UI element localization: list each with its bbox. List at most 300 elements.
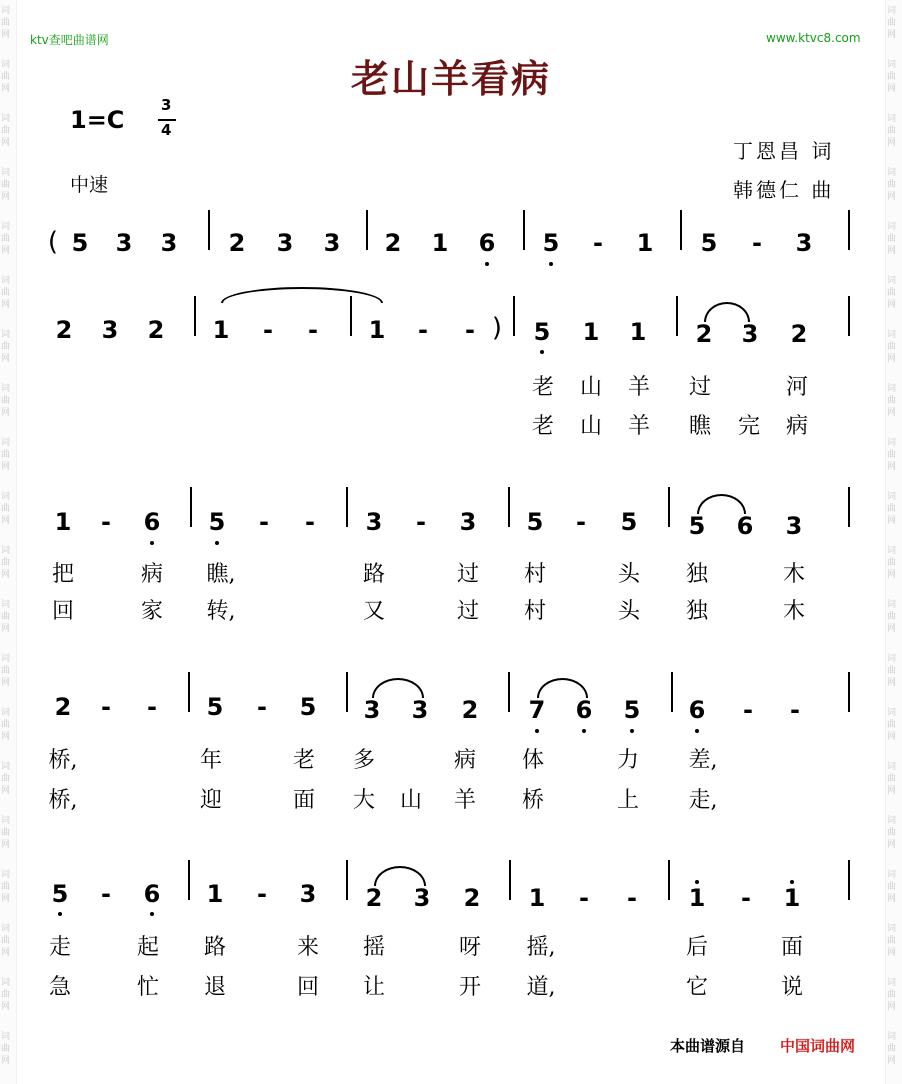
slur (372, 678, 424, 698)
dash: - (257, 693, 267, 721)
note: 1 (582, 318, 600, 346)
lyric: 家 (140, 599, 163, 624)
note: 1 (528, 884, 546, 912)
watermark-char: 词 (887, 978, 897, 988)
watermark-char: 网 (1, 1056, 11, 1066)
watermark-char: 网 (1, 678, 11, 688)
bar-line (676, 296, 678, 336)
lyric: 独 (685, 562, 708, 587)
lyric: 它 (685, 975, 708, 1000)
watermark-char: 词 (1, 384, 11, 394)
lyric: 桥, (48, 788, 78, 813)
bar-line (848, 860, 850, 900)
watermark-char: 词 (887, 168, 897, 178)
watermark-char: 词 (887, 924, 897, 934)
watermark-char: 词 (887, 1032, 897, 1042)
lyric: 迎 (199, 788, 222, 813)
lower-octave-dot (582, 729, 586, 733)
bar-line (366, 210, 368, 250)
lyric: 道, (526, 975, 556, 1000)
lower-octave-dot (150, 912, 154, 916)
note: 3 (101, 316, 119, 344)
lyric: 上 (616, 788, 639, 813)
watermark-char: 网 (1, 948, 11, 958)
bar-line (513, 296, 515, 336)
watermark-char: 曲 (1, 990, 11, 1000)
note: 3 (299, 880, 317, 908)
lyric: 病 (453, 748, 476, 773)
lyric: 体 (521, 748, 544, 773)
lyric: 山 (579, 414, 602, 439)
note: 3 (795, 229, 813, 257)
watermark-char: 词 (887, 384, 897, 394)
lyric: 大 (352, 788, 375, 813)
note: 3 (413, 884, 431, 912)
watermark-char: 词 (887, 600, 897, 610)
watermark-char: 曲 (887, 990, 897, 1000)
watermark-char: 网 (1, 1002, 11, 1012)
note: 3 (785, 512, 803, 540)
watermark-char: 词 (1, 330, 11, 340)
lyric: 急 (48, 975, 71, 1000)
watermark-char: 网 (887, 300, 897, 310)
watermark-char: 词 (1, 978, 11, 988)
watermark-char: 网 (1, 894, 11, 904)
note: 5 (533, 318, 551, 346)
bar-line (848, 296, 850, 336)
lyric: 转, (206, 599, 236, 624)
watermark-char: 曲 (887, 504, 897, 514)
lyric: 老 (531, 375, 554, 400)
watermark-char: 词 (887, 492, 897, 502)
watermark-char: 曲 (887, 828, 897, 838)
watermark-char: 词 (1, 438, 11, 448)
note: 1 (54, 508, 72, 536)
lower-octave-dot (630, 729, 634, 733)
bar-line (668, 487, 670, 527)
note: 1 (629, 318, 647, 346)
watermark-char: 网 (1, 516, 11, 526)
watermark-char: 网 (887, 1002, 897, 1012)
note: 2 (790, 320, 808, 348)
watermark-char: 网 (887, 732, 897, 742)
watermark-char: 网 (1, 840, 11, 850)
watermark-char: 网 (887, 408, 897, 418)
dash: - (305, 508, 315, 536)
note: 6 (688, 696, 706, 724)
note: 1 (431, 229, 449, 257)
note: 5 (71, 229, 89, 257)
bar-line (346, 487, 348, 527)
lyric: 瞧, (206, 562, 236, 587)
watermark-char: 词 (1, 6, 11, 16)
lyric: 说 (780, 975, 803, 1000)
lyric: 完 (737, 414, 760, 439)
watermark-char: 曲 (887, 18, 897, 28)
note: 5 (208, 508, 226, 536)
watermark-char: 词 (1, 168, 11, 178)
note: 2 (365, 884, 383, 912)
note: 2 (55, 316, 73, 344)
watermark-char: 曲 (1, 504, 11, 514)
lyric: 开 (458, 975, 481, 1000)
lyric: 过 (688, 375, 711, 400)
watermark-char: 词 (1, 546, 11, 556)
note: 2 (461, 696, 479, 724)
lyric: 起 (136, 935, 159, 960)
watermark-char: 网 (887, 1056, 897, 1066)
lyric: 差, (688, 748, 718, 773)
bar-line (188, 860, 190, 900)
bar-line (508, 487, 510, 527)
watermark-char: 曲 (887, 936, 897, 946)
lyric: 桥, (48, 748, 78, 773)
watermark-char: 词 (887, 6, 897, 16)
watermark-char: 曲 (1, 936, 11, 946)
key-signature: 1=C (70, 106, 125, 134)
watermark-char: 曲 (1, 72, 11, 82)
watermark-char: 网 (887, 624, 897, 634)
lower-octave-dot (540, 350, 544, 354)
note: 5 (51, 880, 69, 908)
note: 2 (384, 229, 402, 257)
watermark-char: 曲 (1, 882, 11, 892)
lyric: 村 (523, 562, 546, 587)
note: 5 (206, 693, 224, 721)
dash: - (416, 508, 426, 536)
watermark-char: 网 (887, 462, 897, 472)
watermark-char: 网 (887, 84, 897, 94)
lyric: 呀 (458, 935, 481, 960)
bar-line (848, 210, 850, 250)
bar-line (208, 210, 210, 250)
watermark-char: 词 (887, 654, 897, 664)
watermark-char: 曲 (1, 666, 11, 676)
dash: - (101, 508, 111, 536)
note: 3 (411, 696, 429, 724)
watermark-char: 网 (1, 570, 11, 580)
note: 3 (741, 320, 759, 348)
left-watermark-strip (0, 0, 17, 1084)
note: 2 (463, 884, 481, 912)
dash: - (743, 696, 753, 724)
watermark-char: 网 (1, 732, 11, 742)
lyric: 面 (292, 788, 315, 813)
note: 5 (542, 229, 560, 257)
lyric: 老 (292, 748, 315, 773)
lyricist-credit: 丁恩昌 词 (733, 139, 835, 163)
watermark-char: 词 (1, 492, 11, 502)
watermark-char: 词 (887, 60, 897, 70)
watermark-char: 网 (887, 678, 897, 688)
dash: - (259, 508, 269, 536)
footer-source-label: 本曲谱源自 (670, 1037, 746, 1055)
dash: - (465, 316, 475, 344)
watermark-char: 词 (887, 546, 897, 556)
note: 1 (783, 884, 801, 912)
watermark-char: 词 (1, 600, 11, 610)
watermark-char: 曲 (887, 558, 897, 568)
watermark-char: 网 (1, 84, 11, 94)
watermark-char: 网 (887, 948, 897, 958)
bar-line (508, 672, 510, 712)
watermark-char: 词 (1, 762, 11, 772)
note: 3 (363, 696, 381, 724)
watermark-char: 网 (887, 786, 897, 796)
footer-source-link[interactable]: 中国词曲网 (780, 1037, 856, 1055)
song-title: 老山羊看病 (350, 56, 551, 101)
lyric: 摇, (526, 935, 556, 960)
dash: - (308, 316, 318, 344)
watermark-char: 曲 (887, 720, 897, 730)
note: 5 (299, 693, 317, 721)
bar-line (668, 860, 670, 900)
lower-octave-dot (695, 729, 699, 733)
lyric: 病 (140, 562, 163, 587)
note: 5 (526, 508, 544, 536)
watermark-char: 网 (887, 840, 897, 850)
bar-line (680, 210, 682, 250)
lyric: 来 (296, 935, 319, 960)
watermark-char: 曲 (1, 288, 11, 298)
watermark-char: 词 (1, 276, 11, 286)
lyric: 木 (782, 562, 805, 587)
lower-octave-dot (535, 729, 539, 733)
lyric: 走 (48, 935, 71, 960)
watermark-char: 曲 (887, 342, 897, 352)
bar-line (188, 672, 190, 712)
watermark-char: 网 (1, 354, 11, 364)
watermark-char: 网 (1, 786, 11, 796)
watermark-char: 曲 (887, 288, 897, 298)
watermark-char: 网 (1, 462, 11, 472)
watermark-char: 曲 (1, 396, 11, 406)
bar-line (346, 860, 348, 900)
lyric: 力 (616, 748, 639, 773)
bar-line (194, 296, 196, 336)
lower-octave-dot (215, 541, 219, 545)
lower-octave-dot (549, 262, 553, 266)
note: 6 (736, 512, 754, 540)
time-signature-bottom: 4 (161, 121, 172, 139)
note: 6 (143, 880, 161, 908)
lyric: 路 (203, 935, 226, 960)
lyric: 回 (51, 599, 74, 624)
lower-octave-dot (485, 262, 489, 266)
dash: - (263, 316, 273, 344)
note: 1 (688, 884, 706, 912)
lyric: 让 (362, 975, 385, 1000)
watermark-char: 曲 (1, 612, 11, 622)
watermark-char: 曲 (1, 558, 11, 568)
lyric: 羊 (627, 375, 650, 400)
watermark-char: 网 (1, 624, 11, 634)
note: 1 (368, 316, 386, 344)
dash: - (418, 316, 428, 344)
watermark-char: 曲 (1, 126, 11, 136)
watermark-char: 曲 (887, 72, 897, 82)
watermark-char: 词 (887, 870, 897, 880)
lyric: 路 (362, 562, 385, 587)
dash: - (579, 884, 589, 912)
dash: - (257, 880, 267, 908)
bar-line (671, 672, 673, 712)
watermark-char: 词 (1, 654, 11, 664)
note: 3 (365, 508, 383, 536)
site-url-right[interactable]: www.ktvc8.com (766, 31, 861, 45)
note: 6 (478, 229, 496, 257)
bar-line (190, 487, 192, 527)
note: 3 (276, 229, 294, 257)
note: 2 (147, 316, 165, 344)
lyric: 头 (617, 599, 640, 624)
lyric: 忙 (136, 975, 159, 1000)
watermark-char: 曲 (887, 126, 897, 136)
lyric: 面 (780, 935, 803, 960)
watermark-char: 词 (1, 114, 11, 124)
note: 3 (459, 508, 477, 536)
watermark-char: 词 (887, 708, 897, 718)
open-parenthesis: ( (47, 227, 59, 257)
bar-line (848, 672, 850, 712)
composer-credit: 韩德仁 曲 (733, 178, 835, 202)
watermark-char: 词 (887, 276, 897, 286)
lyric: 病 (785, 414, 808, 439)
dash: - (147, 693, 157, 721)
watermark-char: 网 (1, 192, 11, 202)
lyric: 退 (203, 975, 226, 1000)
tempo-marking: 中速 (70, 174, 109, 196)
watermark-char: 网 (887, 138, 897, 148)
watermark-char: 网 (887, 30, 897, 40)
watermark-char: 词 (887, 438, 897, 448)
dash: - (752, 229, 762, 257)
watermark-char: 词 (1, 222, 11, 232)
note: 5 (688, 512, 706, 540)
watermark-char: 网 (1, 138, 11, 148)
lyric: 后 (685, 935, 708, 960)
lyric: 村 (523, 599, 546, 624)
dash: - (101, 693, 111, 721)
watermark-char: 词 (1, 1032, 11, 1042)
watermark-char: 曲 (887, 666, 897, 676)
right-watermark-strip (885, 0, 902, 1084)
slur (704, 302, 750, 322)
lyric: 河 (785, 375, 808, 400)
dash: - (627, 884, 637, 912)
lyric: 过 (456, 599, 479, 624)
lyric: 年 (199, 748, 222, 773)
watermark-char: 词 (1, 60, 11, 70)
close-parenthesis: ) (491, 313, 503, 343)
watermark-char: 词 (887, 762, 897, 772)
bar-line (848, 487, 850, 527)
watermark-char: 曲 (1, 828, 11, 838)
watermark-char: 词 (887, 330, 897, 340)
watermark-char: 曲 (1, 720, 11, 730)
watermark-char: 词 (887, 816, 897, 826)
watermark-char: 曲 (887, 396, 897, 406)
watermark-char: 网 (887, 516, 897, 526)
lyric: 过 (456, 562, 479, 587)
lyric: 羊 (627, 414, 650, 439)
watermark-char: 曲 (1, 774, 11, 784)
watermark-char: 曲 (887, 882, 897, 892)
watermark-char: 曲 (1, 18, 11, 28)
note: 5 (700, 229, 718, 257)
lyric: 羊 (453, 788, 476, 813)
watermark-char: 网 (887, 354, 897, 364)
watermark-char: 词 (1, 816, 11, 826)
note: 6 (143, 508, 161, 536)
slur (537, 678, 588, 698)
watermark-char: 网 (1, 246, 11, 256)
lower-octave-dot (58, 912, 62, 916)
watermark-char: 网 (887, 570, 897, 580)
note: 3 (323, 229, 341, 257)
time-signature-top: 3 (161, 96, 172, 114)
note: 6 (575, 696, 593, 724)
dash: - (576, 508, 586, 536)
lyric: 又 (362, 599, 385, 624)
lyric: 头 (617, 562, 640, 587)
lyric: 木 (782, 599, 805, 624)
watermark-char: 曲 (887, 450, 897, 460)
dash: - (101, 880, 111, 908)
lyric: 老 (531, 414, 554, 439)
watermark-char: 词 (1, 870, 11, 880)
watermark-char: 曲 (1, 342, 11, 352)
watermark-char: 曲 (887, 180, 897, 190)
dash: - (741, 884, 751, 912)
note: 1 (212, 316, 230, 344)
lyric: 回 (296, 975, 319, 1000)
note: 5 (623, 696, 641, 724)
lyric: 桥 (521, 788, 544, 813)
bar-line (509, 860, 511, 900)
lyric: 摇 (362, 935, 385, 960)
watermark-char: 网 (887, 894, 897, 904)
lyric: 走, (688, 788, 718, 813)
lyric: 多 (352, 748, 375, 773)
watermark-char: 词 (1, 708, 11, 718)
slur (374, 866, 426, 886)
lyric: 把 (51, 562, 74, 587)
site-name-left[interactable]: ktv查吧曲谱网 (30, 33, 109, 47)
note: 2 (695, 320, 713, 348)
note: 2 (228, 229, 246, 257)
tie-slur (221, 287, 383, 303)
watermark-char: 曲 (1, 450, 11, 460)
lower-octave-dot (150, 541, 154, 545)
watermark-char: 曲 (887, 234, 897, 244)
watermark-char: 词 (887, 222, 897, 232)
lyric: 瞧 (688, 414, 711, 439)
note: 1 (636, 229, 654, 257)
watermark-char: 网 (1, 30, 11, 40)
lyric: 山 (399, 788, 422, 813)
watermark-char: 曲 (1, 234, 11, 244)
watermark-char: 曲 (887, 1044, 897, 1054)
watermark-char: 曲 (887, 612, 897, 622)
bar-line (350, 296, 352, 336)
watermark-char: 网 (1, 408, 11, 418)
lyric: 山 (579, 375, 602, 400)
watermark-char: 网 (1, 300, 11, 310)
bar-line (523, 210, 525, 250)
note: 5 (620, 508, 638, 536)
watermark-char: 曲 (1, 1044, 11, 1054)
